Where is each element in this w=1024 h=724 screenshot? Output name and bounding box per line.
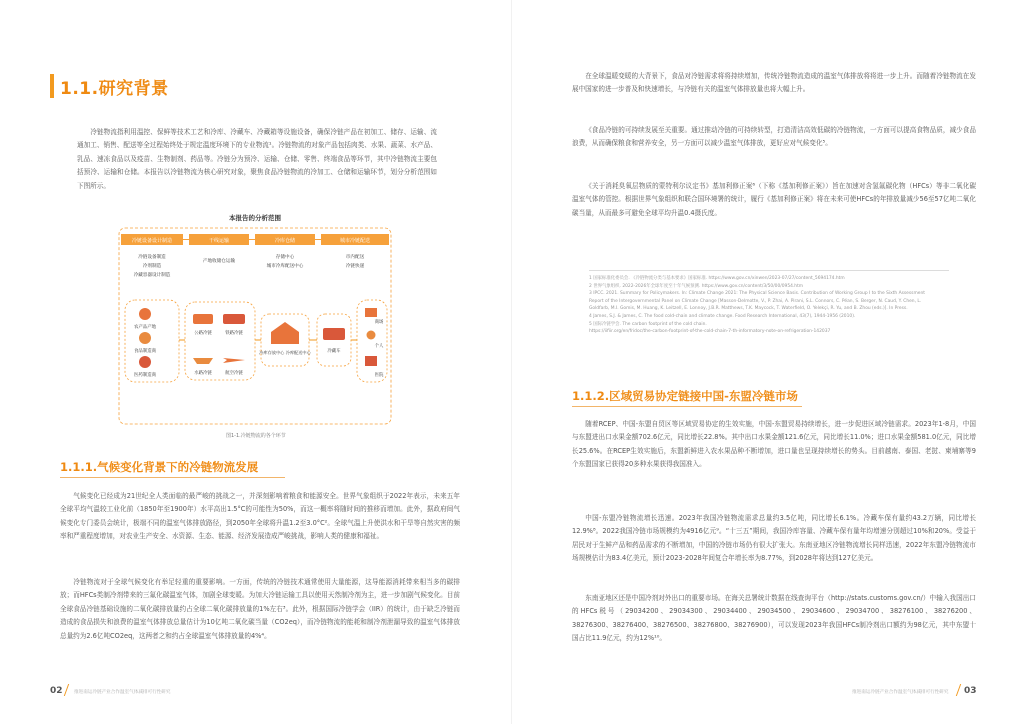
train-icon (223, 314, 245, 324)
page-number: 03 (964, 686, 977, 696)
footnote: 3 IPCC. 2021. Summary for Policymakers. In: Climate Change 2021: The Physical Science Basis. Contribution of Working Group I to the Sixth Assessment (589, 291, 925, 297)
footer-text: 推进南运冷链产业合作温室气体减排可行性研究 (74, 690, 171, 695)
stage-item: 存储中心 (275, 255, 295, 260)
footnote: Goldfarb, M.I. Gomis, M. Huang, K. Leitzell, E. Lonnoy, J.B.R. Matthews, T.K. Maycock, T. Waterfield, O. Yelekçi, R. Yu, and B. Zhou (eds.)]. In Press. (589, 306, 908, 312)
plane-icon (223, 358, 245, 363)
hospital-icon (365, 356, 377, 366)
stage-label: 城市冷链配送 (339, 238, 371, 244)
transport-label: 航空冷链 (225, 371, 243, 376)
paragraph: 气候变化已经成为21世纪全人类面临的最严峻的挑战之一，并深刻影响着粮食和能源安全。世界气象组织于2022年表示，未来五年全球平均气温较工业化前（1850年至1900年）水平高出1.5°C的可能性为50%，而这一概率将随时间的推移而增加。此外，据政府间气候变化专门委员会统计，极端不同的温室气体排放路径，到2050年全球将升温1.2至3.0°C²。全球气温上升使洪水和干旱等自然灾害的频率和严重程度增加，对农业生产安全、水资源、生态、能源、经济发展造成严峻挑战，影响人类的健康和福祉。 (60, 492, 460, 541)
source-label: 食品制造商 (134, 349, 156, 354)
truck-icon (193, 314, 213, 324)
stage-item: 城市冷库配送中心 (266, 264, 304, 269)
footnote: Report of the Intergovernmental Panel on Climate Change [Masson-Delmotte, V., P. Zhai, A. Pirani, S.L. Connors, C. Péan, S. Berger, N. Caud, Y. Chen, L. (589, 298, 922, 304)
paragraph: 随着RCEP、中国-东盟自贸区等区域贸易协定的生效实施，中国-东盟贸易持续增长，进一步促进区域冷链需求。2023年1-8月，中国与东盟进出口水果金额702.6亿元，同比增长22.8%。其中出口水果金额121.6亿元，同比增长11.0%；进口水果金额581.0亿元，同比增长25.6%。在RCEP生效实施后，东盟新鲜进入农水果品种不断增加，进口量也呈现持续增长的势头。目前越南、泰国、老挝、柬埔寨等9个东盟国家已获得20多种水果获得我国准入。 (572, 420, 976, 469)
right-page (512, 0, 1024, 724)
intro-paragraph: 冷链物流指利用温控、保鲜等技术工艺和冷库、冷藏车、冷藏箱等设施设备，确保冷链产品在初加工、储存、运输、流通加工、销售、配送等全过程始终处于规定温度环境下的专业物流¹。冷链物流的对象产品包括肉类、水果、蔬菜、水产品、乳品、速冻食品以及疫苗、生物制剂、药品等。冷链分为预冷、运输、仓储、零售、终端食品等环节，其中冷链物流主要包括预冷、运输和仓储。本报告以冷链物流为核心研究对象，聚焦食品冷链物流的冷加工、仓储和运输环节，划分分析范围如下图所示。 (77, 128, 437, 190)
ship-icon (193, 358, 213, 364)
factory-icon (139, 332, 151, 344)
footnote: 2 世界气象组织. 2022-2026年全球年度至十年气候预测. https://www.gov.cn/content/3/50/00/0954.htm (589, 283, 804, 289)
person-icon (367, 331, 376, 340)
source-label: 医药制造商 (134, 373, 156, 378)
paragraph: 中国-东盟冷链物流增长迅速。2023年我国冷链物流需求总量约3.5亿吨，同比增长6.1%。冷藏车保有量约43.2万辆，同比增长12.9%⁸。2022我国冷链市场规模约为4916亿元⁹。“十三五”期间，我国冷库容量、冷藏车保有量年均增速分别超过10%和20%。受益于居民对于生鲜产品和药品需求的不断增加，中国的冷链市场仍有很大扩张大。东南亚地区冷链物流增长同样迅速，2022年东盟冷链物流市场规模估计为83.4亿美元，预计2023-2028年间复合年增长率为8.77%，到2028年将达到127亿美元。 (572, 514, 976, 563)
paragraph: 在全球温暖变暖的大背景下，食品对冷链需求将将持续增加，传统冷链物流造成的温室气体排放将将进一步上升。而随着冷链物流在发展中国家的进一步普及和快速增长，与冷链有关的温室气体排放量也将大幅上升。 (572, 72, 976, 94)
footer-divider (64, 684, 69, 696)
destination-label: 商场 (374, 320, 384, 325)
stage-label: 冷库仓储 (274, 238, 296, 244)
stage-item: 市内配送 (345, 255, 365, 260)
stage-label: 冷链设备设计制造 (131, 238, 173, 244)
heading-underline (572, 406, 802, 407)
source-group-frame (125, 300, 179, 382)
footnote: 4 James, S.J. & James, C. The food cold-chain and climate change. Food Research International, 43(7), 1944-1956 (2010). (589, 313, 856, 319)
pharma-icon (139, 356, 151, 368)
paragraph: 《关于消耗臭氧层物质的蒙特利尔议定书》基加利修正案⁶（下称《基加利修正案》）旨在加速对含氢氟碳化物（HFCs）等非二氧化碳温室气体的管控。根据世界气象组织和联合国环境署的统计，履行《基加利修正案》将在未来可使HFCs的年排放量减少56至57亿吨二氧化碳当量，从而最多可避免全球平均升温0.4摄氏度。 (572, 182, 976, 217)
footnote: https://iifiir.org/en/fridoc/the-carbon-footprint-of-the-cold-chain-7-th-informatory-note-on-refrigeration-142037 (589, 329, 831, 335)
stage-item: 冷链快递 (345, 264, 365, 269)
section-heading-1-1-1: 1.1.1.气候变化背景下的冷链物流发展 (60, 460, 259, 474)
warehouse-icon (271, 322, 299, 344)
van-icon (323, 328, 345, 340)
transport-label: 铁路冷链 (225, 331, 243, 336)
footnotes (589, 270, 949, 336)
section-heading-1-1: 1.1.研究背景 (60, 79, 169, 99)
heading-underline (60, 477, 285, 478)
transport-group-frame (185, 302, 255, 380)
source-label: 农产品产地 (134, 325, 156, 330)
mall-icon (365, 308, 377, 317)
footnote: 5 国际冷链学会. The carbon footprint of the cold chain. (589, 321, 707, 327)
section-heading-1-1-2: 1.1.2.区域贸易协定链接中国-东盟冷链市场 (572, 389, 798, 403)
figure-title: 本报告的分析范围 (229, 214, 281, 222)
stage-label: 干线运输 (208, 238, 230, 244)
footer-divider (956, 684, 961, 696)
stage-headers (121, 234, 389, 245)
paragraph: 《食品冷链的可持续发展至关重要。通过推动冷链的可持续转型，打造清洁高效低碳的冷链物流，一方面可以提高食物品质，减少食品浪费，从而确保粮食和营养安全，另一方面可以减少温室气体排放，更好应对气候变化⁵。 (572, 126, 976, 148)
page-number: 02 (50, 686, 63, 696)
van-label: 冷藏车 (327, 349, 341, 354)
farm-icon (139, 308, 151, 320)
footer-text: 推进南运冷链产业合作温室气体减排可行性研究 (852, 690, 949, 695)
stage-item: 产地收储仓运输 (202, 259, 236, 264)
footnote: 1 国家标准化委员会. 《冷链物流分类与基本要求》国家标准. https://www.gov.cn/xinwen/2023-07/27/content_5694174.htm (589, 276, 845, 281)
heading-accent-bar (50, 74, 54, 98)
figure-caption: 图1-1.冷链物流的各个环节 (226, 433, 286, 439)
transport-label: 水路冷链 (194, 371, 212, 376)
warehouse-label: 冷库存放中心 冷库配送中心 (259, 350, 311, 355)
transport-label: 公路冷链 (194, 331, 212, 336)
destination-label: 医院 (374, 373, 384, 378)
stage-item: 冷链设备制造 (138, 255, 166, 260)
paragraph: 东南亚地区还是中国冷剂对外出口的重要市场。在海关总署统计数据在线查询平台（http://stats.customs.gov.cn/）中输入我国出口的HFCs税号（29034200、29034300、29034400、29034500、29034600、29034700、38276100、38276200、38276300、38276400、38276500、38276800、38276900），可以发现2023年我国HFCs制冷剂出口额约为98亿元，其中东盟十国占比11.9亿元，约为12%¹⁰。 (572, 594, 976, 643)
stage-item: 冷剂制造 (142, 264, 162, 269)
analysis-scope-figure (115, 210, 395, 428)
paragraph: 冷链物流对于全球气候变化有举足轻重的重要影响。一方面，传统的冷链技术通常使用大量能源，这导能源消耗带来相当多的碳排放；而HFCs类制冷剂带来的三氟化碳温室气体，加剧全球变暖。为加大冷链运输工具以使用天然制冷剂为主，进一步加剧气候变化。目前全球食品冷链基础设施的二氧化碳排放量约占全球二氧化碳排放量的1%左右³。此外，根据国际冷链学会（IIR）的统计，由于缺乏冷链而造成的食品损失和浪费的温室气体排放总量估计为10亿吨二氧化碳当量（CO2eq），而冷链物流的能耗和制冷剂泄漏导致的温室气体排放总量约为2.6亿吨CO2eq，这两者之和约占全球温室气体排放量的4%⁴。 (60, 578, 460, 640)
destination-label: 个人 (374, 344, 384, 349)
stage-item: 冷藏容器设计制造 (133, 273, 171, 278)
